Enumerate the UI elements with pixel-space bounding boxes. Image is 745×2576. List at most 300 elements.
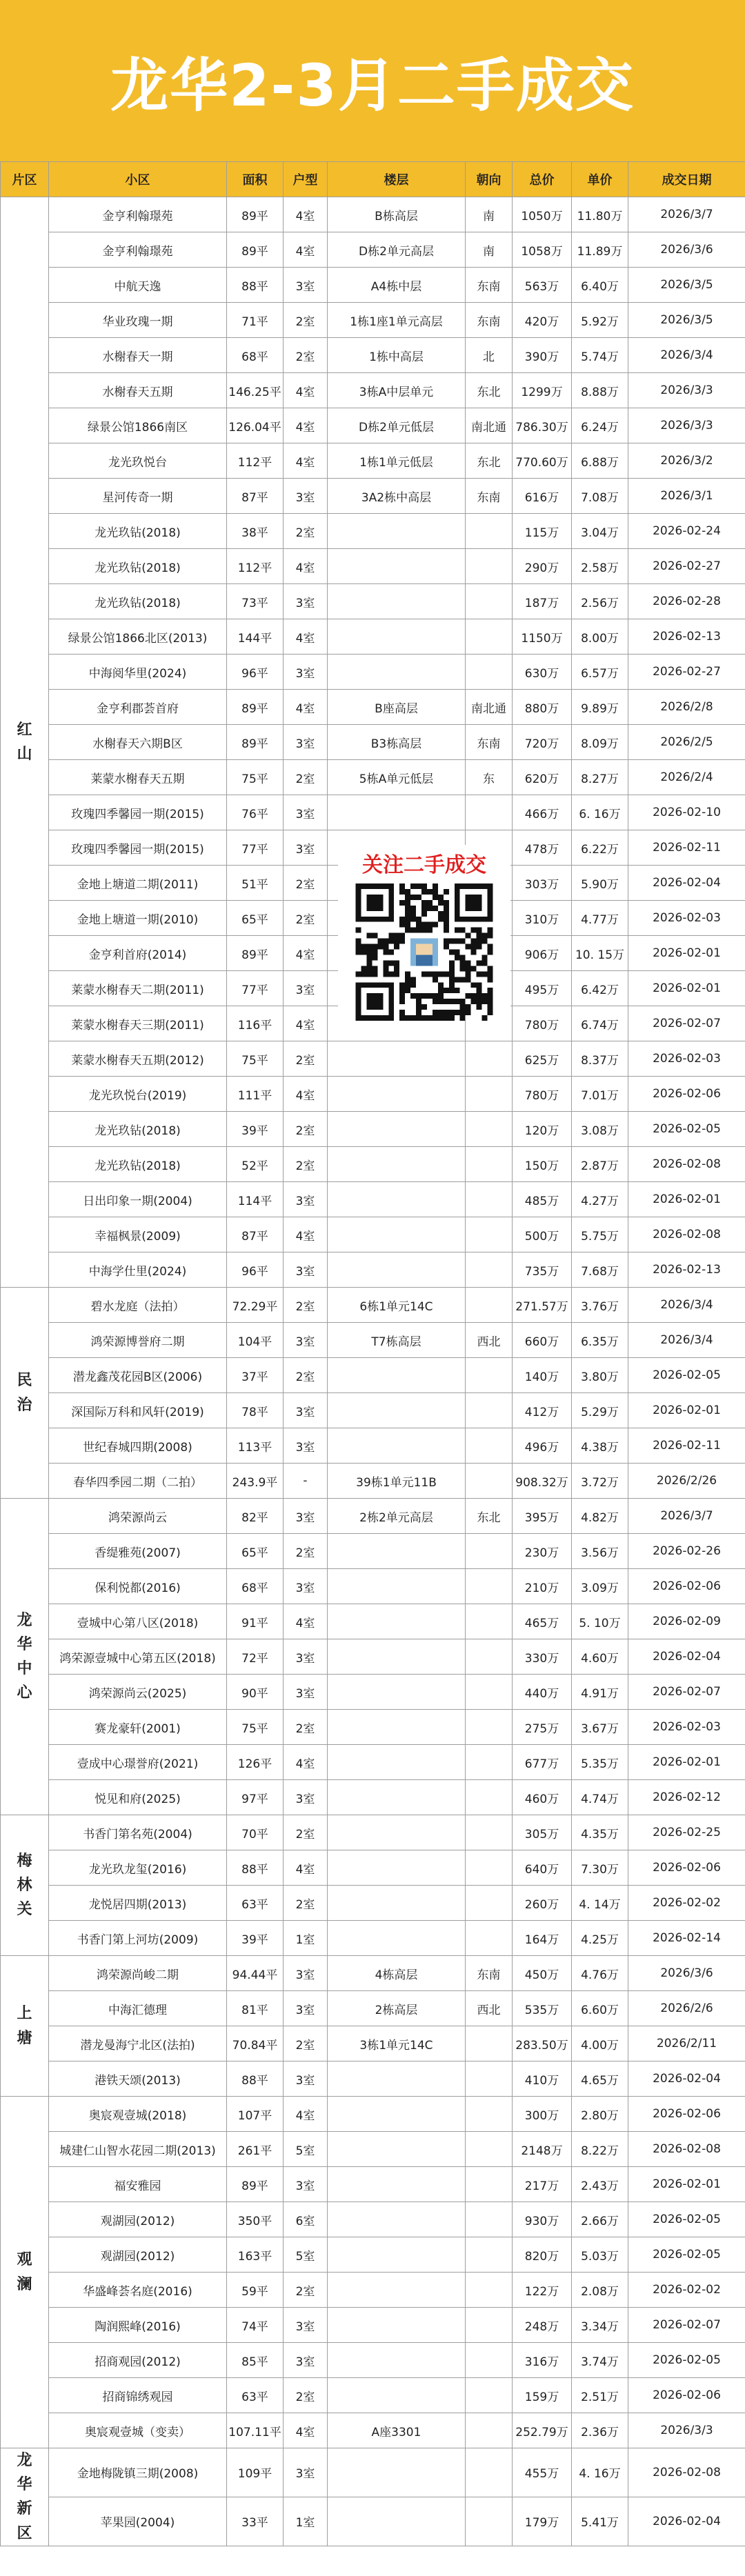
district-cell: 红 山 [1, 197, 49, 1288]
area-cell: 76平 [227, 795, 284, 830]
floor-cell: 2栋2单元高层 [328, 1499, 466, 1534]
total-price-cell: 210万 [513, 1569, 572, 1604]
deal-date-cell: 2026-02-12 [628, 1780, 745, 1815]
area-cell: 87平 [227, 479, 284, 514]
orientation-cell [466, 1675, 513, 1710]
unit-price-cell: 5.92万 [572, 303, 628, 338]
community-cell: 水榭春天六期B区 [49, 725, 227, 760]
layout-cell: 4室 [284, 549, 328, 584]
area-cell: 90平 [227, 1675, 284, 1710]
total-price-cell: 1150万 [513, 619, 572, 655]
unit-price-cell: 4.91万 [572, 1675, 628, 1710]
community-cell: 奥宸观壹城（变卖） [49, 2413, 227, 2448]
layout-cell: 3室 [284, 1569, 328, 1604]
table-row [1, 2202, 745, 2237]
layout-cell: 4室 [284, 443, 328, 479]
area-cell: 65平 [227, 901, 284, 936]
orientation-cell [466, 619, 513, 655]
orientation-cell: 南北通 [466, 690, 513, 725]
deal-date-cell: 2026-02-07 [628, 1675, 745, 1710]
deal-date-cell: 2026-02-04 [628, 866, 745, 901]
community-cell: 鸿荣源尚峻二期 [49, 1956, 227, 1991]
community-cell: 悦见和府(2025) [49, 1780, 227, 1815]
community-cell: 金地上塘道一期(2010) [49, 901, 227, 936]
deal-date-cell: 2026/3/3 [628, 2413, 745, 2448]
area-cell: 85平 [227, 2343, 284, 2378]
layout-cell: 4室 [284, 1745, 328, 1780]
community-cell: 金亨利首府(2014) [49, 936, 227, 971]
deal-date-cell: 2026-02-04 [628, 1639, 745, 1675]
layout-cell: 2室 [284, 1815, 328, 1850]
orientation-cell [466, 2413, 513, 2448]
unit-price-cell: 3.72万 [572, 1464, 628, 1499]
orientation-cell: 南 [466, 197, 513, 232]
community-cell: 奥宸观壹城(2018) [49, 2097, 227, 2132]
deal-date-cell: 2026-02-01 [628, 1745, 745, 1780]
floor-cell [328, 549, 466, 584]
deal-date-cell: 2026-02-01 [628, 971, 745, 1006]
total-price-cell: 260万 [513, 1886, 572, 1921]
orientation-cell [466, 2026, 513, 2061]
table-row [1, 1780, 745, 1815]
community-cell: 龙光玖钻(2018) [49, 514, 227, 549]
total-price-cell: 150万 [513, 1147, 572, 1182]
community-cell: 中海学仕里(2024) [49, 1252, 227, 1288]
layout-cell: 2室 [284, 303, 328, 338]
layout-cell: 2室 [284, 2273, 328, 2308]
orientation-cell [466, 2273, 513, 2308]
floor-cell: D栋2单元高层 [328, 232, 466, 268]
layout-cell: 3室 [284, 1780, 328, 1815]
deal-date-cell: 2026/3/2 [628, 443, 745, 479]
table-row [1, 1182, 745, 1217]
orientation-cell: 东南 [466, 725, 513, 760]
orientation-cell: 东南 [466, 1956, 513, 1991]
floor-cell [328, 1428, 466, 1464]
header-area: 面积 [227, 162, 284, 197]
community-cell: 幸福枫景(2009) [49, 1217, 227, 1252]
table-row [1, 268, 745, 303]
orientation-cell [466, 2061, 513, 2097]
orientation-cell [466, 514, 513, 549]
community-cell: 春华四季园二期（二拍） [49, 1464, 227, 1499]
layout-cell: 4室 [284, 619, 328, 655]
layout-cell: 3室 [284, 1499, 328, 1534]
layout-cell: 3室 [284, 2343, 328, 2378]
area-cell: 71平 [227, 303, 284, 338]
qr-code-icon[interactable] [355, 883, 493, 1021]
table-row [1, 1991, 745, 2026]
total-price-cell: 786.30万 [513, 408, 572, 443]
layout-cell: 2室 [284, 2378, 328, 2413]
community-cell: 华业玫瑰一期 [49, 303, 227, 338]
layout-cell: 2室 [284, 1147, 328, 1182]
total-price-cell: 495万 [513, 971, 572, 1006]
deal-date-cell: 2026-02-08 [628, 2132, 745, 2167]
orientation-cell [466, 1464, 513, 1499]
floor-cell: 2栋高层 [328, 1991, 466, 2026]
unit-price-cell: 3.80万 [572, 1358, 628, 1393]
orientation-cell: 南 [466, 232, 513, 268]
total-price-cell: 300万 [513, 2097, 572, 2132]
layout-cell: 4室 [284, 2097, 328, 2132]
area-cell: 144平 [227, 619, 284, 655]
unit-price-cell: 2.36万 [572, 2413, 628, 2448]
unit-price-cell: 4.27万 [572, 1182, 628, 1217]
community-cell: 金地上塘道二期(2011) [49, 866, 227, 901]
deal-date-cell: 2026/3/4 [628, 338, 745, 373]
layout-cell: 2室 [284, 1112, 328, 1147]
area-cell: 116平 [227, 1006, 284, 1041]
unit-price-cell: 2.08万 [572, 2273, 628, 2308]
deal-date-cell: 2026-02-06 [628, 2378, 745, 2413]
deal-date-cell: 2026-02-08 [628, 1147, 745, 1182]
unit-price-cell: 3.09万 [572, 1569, 628, 1604]
floor-cell: B栋高层 [328, 197, 466, 232]
layout-cell: 3室 [284, 1182, 328, 1217]
layout-cell: 3室 [284, 795, 328, 830]
community-cell: 壹成中心璟誉府(2021) [49, 1745, 227, 1780]
floor-cell [328, 1745, 466, 1780]
floor-cell [328, 1710, 466, 1745]
unit-price-cell: 2.43万 [572, 2167, 628, 2202]
orientation-cell [466, 1077, 513, 1112]
layout-cell: 2室 [284, 338, 328, 373]
page-title: 龙华2-3月二手成交 [110, 51, 635, 119]
orientation-cell [466, 2497, 513, 2546]
total-price-cell: 500万 [513, 1217, 572, 1252]
orientation-cell [466, 1393, 513, 1428]
table-row [1, 2448, 745, 2497]
unit-price-cell: 4.82万 [572, 1499, 628, 1534]
area-cell: 89平 [227, 232, 284, 268]
deal-date-cell: 2026-02-13 [628, 1252, 745, 1288]
deal-date-cell: 2026-02-14 [628, 1921, 745, 1956]
unit-price-cell: 8.22万 [572, 2132, 628, 2167]
area-cell: 94.44平 [227, 1956, 284, 1991]
community-cell: 金亨利郡荟首府 [49, 690, 227, 725]
table-row [1, 1639, 745, 1675]
orientation-cell: 东北 [466, 1499, 513, 1534]
community-cell: 莱蒙水榭春天三期(2011) [49, 1006, 227, 1041]
deal-table [0, 161, 745, 2546]
header-layout: 户型 [284, 162, 328, 197]
area-cell: 126.04平 [227, 408, 284, 443]
total-price-cell: 906万 [513, 936, 572, 971]
table-row [1, 725, 745, 760]
total-price-cell: 179万 [513, 2497, 572, 2546]
total-price-cell: 395万 [513, 1499, 572, 1534]
header-community: 小区 [49, 162, 227, 197]
area-cell: 77平 [227, 971, 284, 1006]
community-cell: 龙光玖悦台(2019) [49, 1077, 227, 1112]
header-district: 片区 [1, 162, 49, 197]
deal-date-cell: 2026-02-05 [628, 2202, 745, 2237]
floor-cell: 5栋A单元低层 [328, 760, 466, 795]
floor-cell [328, 1147, 466, 1182]
area-cell: 96平 [227, 655, 284, 690]
community-cell: 龙光玖钻(2018) [49, 549, 227, 584]
total-price-cell: 248万 [513, 2308, 572, 2343]
unit-price-cell: 5.90万 [572, 866, 628, 901]
layout-cell: 3室 [284, 1639, 328, 1675]
layout-cell: 4室 [284, 408, 328, 443]
district-cell: 龙 华 新 区 [1, 2448, 49, 2546]
unit-price-cell: 6.88万 [572, 443, 628, 479]
district-cell: 民 治 [1, 1288, 49, 1499]
total-price-cell: 625万 [513, 1041, 572, 1077]
total-price-cell: 640万 [513, 1850, 572, 1886]
unit-price-cell: 6.57万 [572, 655, 628, 690]
area-cell: 146.25平 [227, 373, 284, 408]
floor-cell: 1栋中高层 [328, 338, 466, 373]
area-cell: 63平 [227, 1886, 284, 1921]
floor-cell [328, 1604, 466, 1639]
layout-cell: 1室 [284, 1921, 328, 1956]
total-price-cell: 908.32万 [513, 1464, 572, 1499]
orientation-cell [466, 2202, 513, 2237]
layout-cell: 4室 [284, 1006, 328, 1041]
total-price-cell: 2148万 [513, 2132, 572, 2167]
orientation-cell [466, 1815, 513, 1850]
total-price-cell: 140万 [513, 1358, 572, 1393]
total-price-cell: 122万 [513, 2273, 572, 2308]
header-orientation: 朝向 [466, 162, 513, 197]
total-price-cell: 310万 [513, 901, 572, 936]
deal-date-cell: 2026/3/4 [628, 1323, 745, 1358]
area-cell: 38平 [227, 514, 284, 549]
area-cell: 126平 [227, 1745, 284, 1780]
community-cell: 玫瑰四季馨园一期(2015) [49, 795, 227, 830]
total-price-cell: 1058万 [513, 232, 572, 268]
floor-cell [328, 2378, 466, 2413]
area-cell: 104平 [227, 1323, 284, 1358]
area-cell: 107.11平 [227, 2413, 284, 2448]
unit-price-cell: 8.09万 [572, 725, 628, 760]
total-price-cell: 1050万 [513, 197, 572, 232]
deal-date-cell: 2026/3/6 [628, 232, 745, 268]
deal-date-cell: 2026/3/3 [628, 373, 745, 408]
community-cell: 龙光玖悦台 [49, 443, 227, 479]
layout-cell: 3室 [284, 1675, 328, 1710]
table-row [1, 2413, 745, 2448]
total-price-cell: 460万 [513, 1780, 572, 1815]
total-price-cell: 485万 [513, 1182, 572, 1217]
deal-date-cell: 2026-02-09 [628, 1604, 745, 1639]
table-row [1, 584, 745, 619]
table-row [1, 549, 745, 584]
unit-price-cell: 3.76万 [572, 1288, 628, 1323]
floor-cell: 3A2栋中高层 [328, 479, 466, 514]
community-cell: 星河传奇一期 [49, 479, 227, 514]
district-cell: 上 塘 [1, 1956, 49, 2097]
layout-cell: 2室 [284, 760, 328, 795]
total-price-cell: 496万 [513, 1428, 572, 1464]
deal-date-cell: 2026/3/5 [628, 268, 745, 303]
community-cell: 金地梅陇镇三期(2008) [49, 2448, 227, 2497]
orientation-cell [466, 795, 513, 830]
unit-price-cell: 8.37万 [572, 1041, 628, 1077]
orientation-cell: 南北通 [466, 408, 513, 443]
community-cell: 福安雅园 [49, 2167, 227, 2202]
total-price-cell: 271.57万 [513, 1288, 572, 1323]
area-cell: 82平 [227, 1499, 284, 1534]
community-cell: 水榭春天一期 [49, 338, 227, 373]
floor-cell [328, 795, 466, 830]
floor-cell [328, 1675, 466, 1710]
area-cell: 75平 [227, 1041, 284, 1077]
unit-price-cell: 7.30万 [572, 1850, 628, 1886]
floor-cell [328, 2061, 466, 2097]
transaction-sheet [0, 161, 745, 2546]
deal-date-cell: 2026-02-03 [628, 1041, 745, 1077]
area-cell: 74平 [227, 2308, 284, 2343]
orientation-cell [466, 1886, 513, 1921]
total-price-cell: 283.50万 [513, 2026, 572, 2061]
unit-price-cell: 9.89万 [572, 690, 628, 725]
table-row [1, 1252, 745, 1288]
floor-cell: 3栋A中层单元 [328, 373, 466, 408]
deal-date-cell: 2026/3/1 [628, 479, 745, 514]
layout-cell: 2室 [284, 1534, 328, 1569]
total-price-cell: 660万 [513, 1323, 572, 1358]
area-cell: 63平 [227, 2378, 284, 2413]
orientation-cell [466, 2308, 513, 2343]
table-row [1, 1604, 745, 1639]
layout-cell: 3室 [284, 584, 328, 619]
total-price-cell: 410万 [513, 2061, 572, 2097]
area-cell: 89平 [227, 2167, 284, 2202]
unit-price-cell: 10. 15万 [572, 936, 628, 971]
unit-price-cell: 6.35万 [572, 1323, 628, 1358]
area-cell: 59平 [227, 2273, 284, 2308]
unit-price-cell: 7.01万 [572, 1077, 628, 1112]
community-cell: 莱蒙水榭春天五期 [49, 760, 227, 795]
total-price-cell: 440万 [513, 1675, 572, 1710]
area-cell: 81平 [227, 1991, 284, 2026]
layout-cell: 3室 [284, 1428, 328, 1464]
community-cell: 莱蒙水榭春天二期(2011) [49, 971, 227, 1006]
orientation-cell [466, 1147, 513, 1182]
floor-cell: D栋2单元低层 [328, 408, 466, 443]
community-cell: 中航天逸 [49, 268, 227, 303]
layout-cell: 2室 [284, 1288, 328, 1323]
unit-price-cell: 6.22万 [572, 830, 628, 866]
orientation-cell [466, 1534, 513, 1569]
table-row [1, 1956, 745, 1991]
orientation-cell: 东南 [466, 479, 513, 514]
layout-cell: 3室 [284, 1393, 328, 1428]
floor-cell [328, 1639, 466, 1675]
deal-date-cell: 2026-02-01 [628, 936, 745, 971]
floor-cell [328, 2273, 466, 2308]
area-cell: 89平 [227, 197, 284, 232]
layout-cell: 2室 [284, 1358, 328, 1393]
deal-date-cell: 2026/2/8 [628, 690, 745, 725]
orientation-cell [466, 1217, 513, 1252]
layout-cell: 3室 [284, 1323, 328, 1358]
table-row [1, 1815, 745, 1850]
area-cell: 75平 [227, 760, 284, 795]
layout-cell: 4室 [284, 1850, 328, 1886]
area-cell: 114平 [227, 1182, 284, 1217]
layout-cell: 4室 [284, 232, 328, 268]
total-price-cell: 230万 [513, 1534, 572, 1569]
deal-date-cell: 2026-02-11 [628, 830, 745, 866]
district-cell: 龙 华 中 心 [1, 1499, 49, 1815]
unit-price-cell: 6.42万 [572, 971, 628, 1006]
orientation-cell: 东南 [466, 268, 513, 303]
deal-date-cell: 2026/3/6 [628, 1956, 745, 1991]
deal-date-cell: 2026-02-03 [628, 901, 745, 936]
floor-cell [328, 2343, 466, 2378]
layout-cell: 3室 [284, 2167, 328, 2202]
total-price-cell: 1299万 [513, 373, 572, 408]
orientation-cell [466, 2378, 513, 2413]
floor-cell [328, 1921, 466, 1956]
unit-price-cell: 8.27万 [572, 760, 628, 795]
community-cell: 潜龙鑫茂花园B区(2006) [49, 1358, 227, 1393]
floor-cell [328, 1534, 466, 1569]
table-row [1, 1358, 745, 1393]
deal-date-cell: 2026-02-07 [628, 1006, 745, 1041]
deal-date-cell: 2026-02-08 [628, 2448, 745, 2497]
total-price-cell: 780万 [513, 1006, 572, 1041]
total-price-cell: 115万 [513, 514, 572, 549]
orientation-cell: 东北 [466, 443, 513, 479]
area-cell: 70平 [227, 1815, 284, 1850]
total-price-cell: 290万 [513, 549, 572, 584]
community-cell: 书香门第上河坊(2009) [49, 1921, 227, 1956]
floor-cell [328, 1217, 466, 1252]
area-cell: 243.9平 [227, 1464, 284, 1499]
floor-cell [328, 2497, 466, 2546]
district-cell: 梅 林 关 [1, 1815, 49, 1956]
total-price-cell: 390万 [513, 338, 572, 373]
area-cell: 33平 [227, 2497, 284, 2546]
unit-price-cell: 3.08万 [572, 1112, 628, 1147]
floor-cell [328, 2097, 466, 2132]
unit-price-cell: 4.35万 [572, 1815, 628, 1850]
header-deal-date: 成交日期 [628, 162, 745, 197]
floor-cell: 4栋高层 [328, 1956, 466, 1991]
community-cell: 碧水龙庭（法拍） [49, 1288, 227, 1323]
area-cell: 112平 [227, 549, 284, 584]
orientation-cell [466, 655, 513, 690]
deal-date-cell: 2026-02-27 [628, 655, 745, 690]
layout-cell: 3室 [284, 1956, 328, 1991]
floor-cell [328, 1041, 466, 1077]
total-price-cell: 330万 [513, 1639, 572, 1675]
unit-price-cell: 3.56万 [572, 1534, 628, 1569]
orientation-cell: 东南 [466, 303, 513, 338]
community-cell: 金亨利翰璟苑 [49, 232, 227, 268]
unit-price-cell: 7.08万 [572, 479, 628, 514]
deal-date-cell: 2026-02-06 [628, 1569, 745, 1604]
orientation-cell [466, 1182, 513, 1217]
community-cell: 保利悦都(2016) [49, 1569, 227, 1604]
area-cell: 89平 [227, 936, 284, 971]
qr-caption: 关注二手成交 [362, 853, 486, 877]
community-cell: 城建仁山智水花园二期(2013) [49, 2132, 227, 2167]
unit-price-cell: 11.89万 [572, 232, 628, 268]
orientation-cell [466, 2237, 513, 2273]
deal-date-cell: 2026-02-06 [628, 1850, 745, 1886]
community-cell: 金亨利翰璟苑 [49, 197, 227, 232]
deal-date-cell: 2026-02-01 [628, 1182, 745, 1217]
total-price-cell: 535万 [513, 1991, 572, 2026]
layout-cell: 4室 [284, 197, 328, 232]
